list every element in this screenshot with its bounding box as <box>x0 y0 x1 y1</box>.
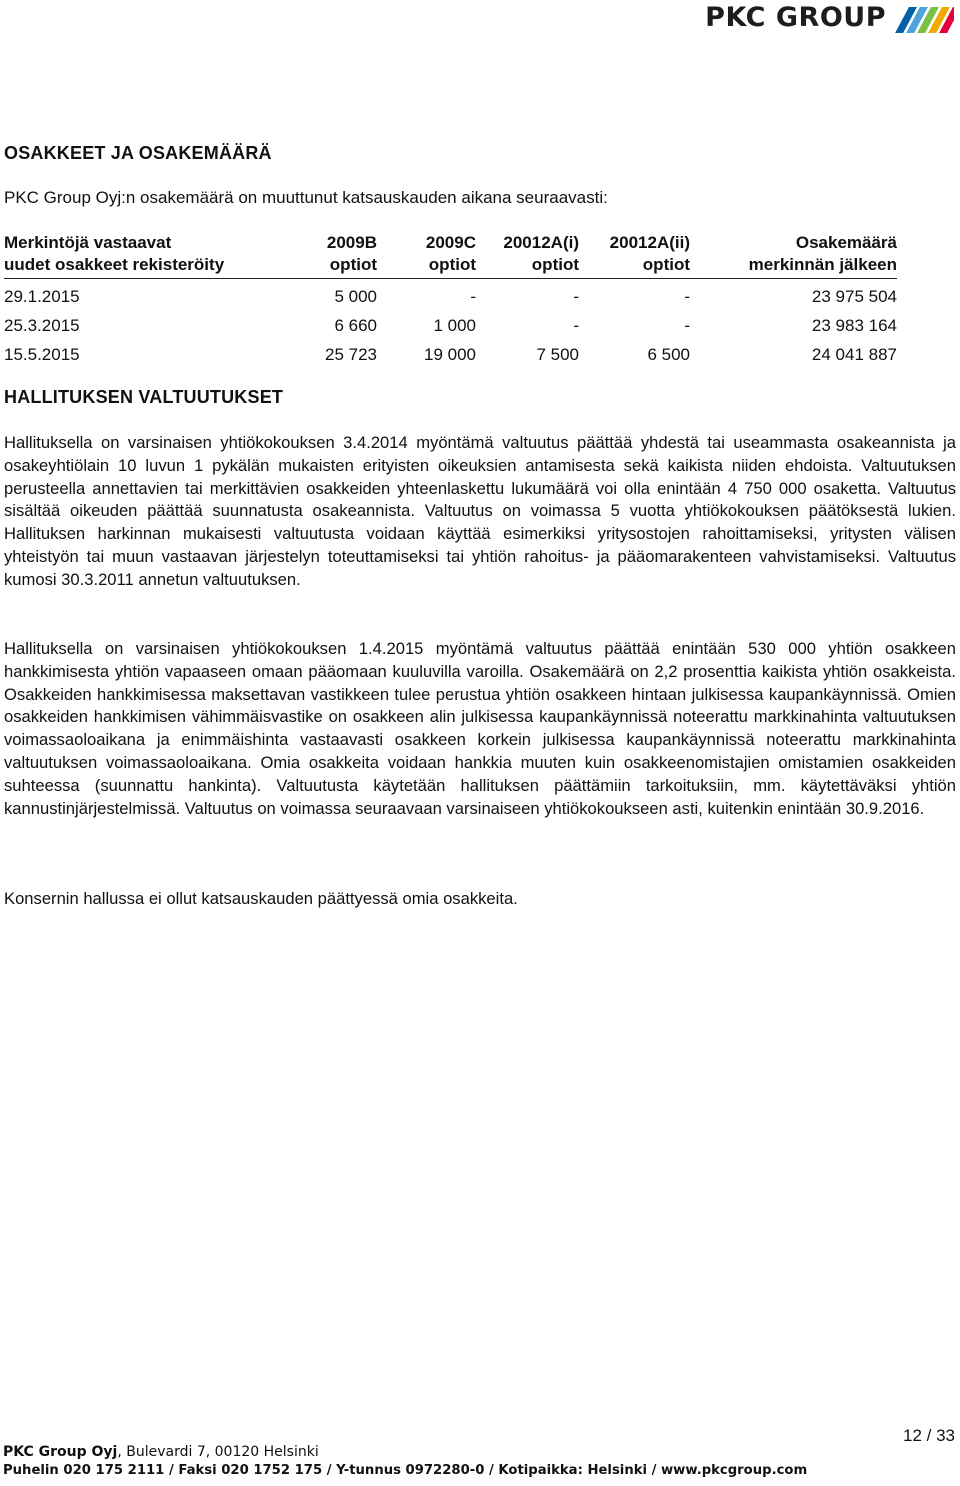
table-cell: 19 000 <box>424 344 476 364</box>
page-number: 12 / 33 <box>903 1426 955 1445</box>
table-cell: - <box>573 286 579 306</box>
logo-stripes-icon <box>892 5 954 35</box>
header-2012a-ii: 20012A(ii) optiot <box>579 232 690 279</box>
header-share-count: Osakemäärä merkinnän jälkeen <box>690 232 897 279</box>
footer-company: PKC Group Oyj <box>3 1444 118 1460</box>
table-cell: 6 660 <box>334 315 377 335</box>
table-cell: - <box>470 286 476 306</box>
table-cell: 6 500 <box>647 344 690 364</box>
table-header-row <box>4 232 897 279</box>
table-row <box>4 311 897 340</box>
footer-address: , Bulevardi 7, 00120 Helsinki <box>117 1444 319 1460</box>
table-cell: 25 723 <box>325 344 377 364</box>
section-title-authorizations: HALLITUKSEN VALTUUTUKSET <box>4 387 284 407</box>
table-cell: 24 041 887 <box>811 344 897 364</box>
table-cell: 1 000 <box>433 315 476 335</box>
share-count-table <box>4 232 897 369</box>
table-cell: 29.1.2015 <box>4 286 80 306</box>
footer <box>3 1443 807 1480</box>
intro-text: PKC Group Oyj:n osakemäärä on muuttunut katsauskauden aikana seuraavasti: <box>4 188 608 207</box>
table-cell: 15.5.2015 <box>4 344 80 364</box>
table-cell: 23 975 504 <box>811 286 897 306</box>
footer-address-line <box>3 1443 807 1462</box>
paragraph-share-issue-authorization: Hallituksella on varsinaisen yhtiökokouksen 3.4.2014 myöntämä valtuutus päättää yhdestä tai useammasta osakeannista ja osakeyhtiölain 10 luvun 1 pykälän mukaisten erityisten oikeuksien antamisesta sekä kaikista niiden ehdoista. Valtuutuksen perusteella annettavien tai merkittävien osakkeiden yhteenlaskettu lukumäärä voi olla enintään 4 750 000 osaketta. Valtuutus sisältää oikeuden päättää suunnatusta osakeannista. Valtuutus on voimassa 5 vuotta yhtiökokouksen päätöksestä lukien. Hallituksen harkinnan mukaisesti valtuutusta voidaan käyttää esimerkiksi yritysostojen rahoittamiseksi, yritysten välisen yhteistyön tai muun vastaavan järjestelyn toteuttamiseksi tai yhtiön rahoitus- ja pääomarakenteen vahvistamiseksi. Valtuutus kumosi 30.3.2011 annetun valtuutuksen. <box>4 433 956 589</box>
table-row <box>4 340 897 369</box>
header-registered-date: Merkintöjä vastaavat uudet osakkeet rekisteröity <box>4 232 266 279</box>
table-cell: 23 983 164 <box>811 315 897 335</box>
table-cell: - <box>573 315 579 335</box>
section-title-shares: OSAKKEET JA OSAKEMÄÄRÄ <box>4 143 272 163</box>
company-logo <box>705 4 954 35</box>
header-2009b: 2009B optiot <box>266 232 377 279</box>
table-cell: - <box>684 315 690 335</box>
table-row <box>4 279 897 312</box>
paragraph-repurchase-authorization: Hallituksella on varsinaisen yhtiökokouksen 1.4.2015 myöntämä valtuutus päättää enintään 530 000 yhtiön osakkeen hankkimisesta yhtiön vapaaseen omaan pääomaan kuuluvilla varoilla. Osakemäärä on 2,2 prosenttia kaikista yhtiön osakkeista. Osakkeiden hankkimisessa maksettavan vastikkeen tulee perustua yhtiön osakkeen hintaan julkisessa kaupankäynnissä. Omien osakkeiden hankkimisen vähimmäisvastike on osakkeen alin julkisessa kaupankäynnissä noteerattu markkinahinta valtuutuksen voimassaoloaikana ja enimmäishinta vastaavasti osakkeen korkein julkisessa kaupankäynnissä noteerattu markkinahinta valtuutuksen voimassaoloaikana. Omia osakkeita voidaan hankkia muuten kuin osakkeenomistajien omistamien osakkeiden suhteessa (suunnattu hankinta). Valtuutusta käytetään hallituksen päättämiin tarkoituksiin, mm. käytettäväksi yhtiön kannustinjärjestelmissä. Valtuutus on voimassa seuraavaan varsinaiseen yhtiökokoukseen asti, kuitenkin enintään 30.9.2016. <box>4 639 956 818</box>
paragraph-treasury-shares: Konsernin hallussa ei ollut katsauskauden päättyessä omia osakkeita. <box>4 889 518 908</box>
table-cell: 5 000 <box>334 286 377 306</box>
table-cell: - <box>684 286 690 306</box>
footer-contact-line: Puhelin 020 175 2111 / Faksi 020 1752 175 / Y-tunnus 0972280-0 / Kotipaikka: Helsinki / www.pkcgroup.com <box>3 1463 808 1478</box>
table-cell: 25.3.2015 <box>4 315 80 335</box>
table-cell: 7 500 <box>536 344 579 364</box>
header-2012a-i: 20012A(i) optiot <box>476 232 579 279</box>
header-2009c: 2009C optiot <box>377 232 476 279</box>
logo-text: PKC GROUP <box>705 2 886 33</box>
